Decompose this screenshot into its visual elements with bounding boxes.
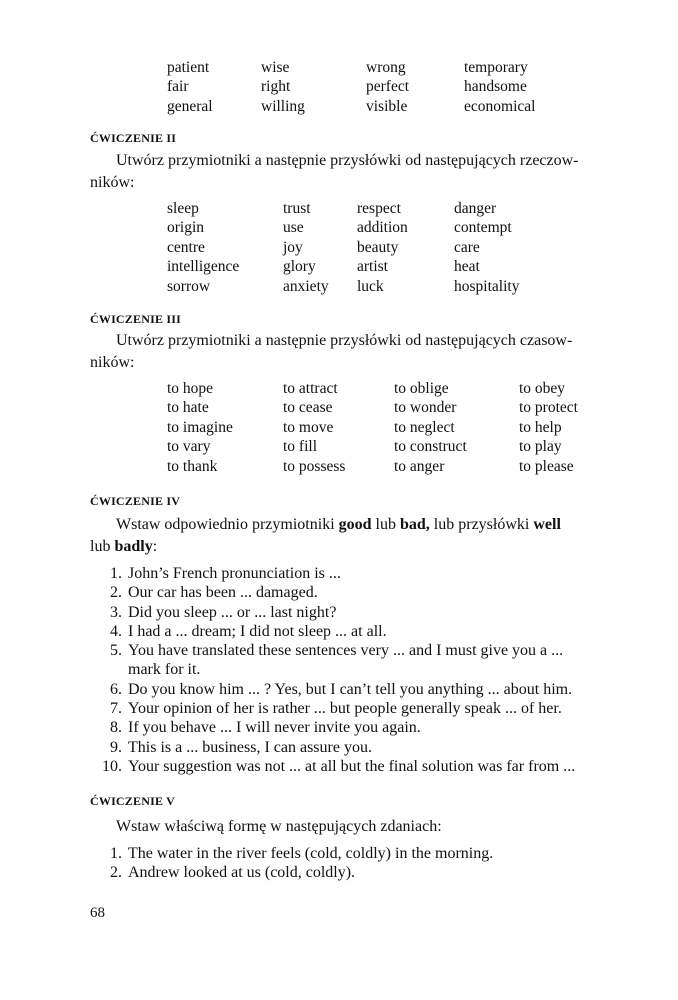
word-cell: sleep <box>167 200 199 217</box>
list-item <box>96 564 638 583</box>
word-cell: care <box>454 238 480 256</box>
list-item <box>96 738 638 757</box>
word-cell: origin <box>167 219 205 237</box>
word-row <box>167 457 619 476</box>
word-cell: to wonder <box>394 399 457 417</box>
word-cell: to vary <box>167 438 211 456</box>
list-item <box>96 660 638 679</box>
word-cell: to thank <box>167 457 218 475</box>
item-text: You have translated these sentences very ... and I must give you a ... <box>128 642 564 660</box>
word-cell: to please <box>519 457 574 475</box>
word-cell: visible <box>366 97 408 115</box>
word-cell: glory <box>283 258 316 276</box>
word-cell: patient <box>167 59 210 76</box>
exercise-2-word-list <box>167 199 564 296</box>
exercise-3-word-list <box>167 379 619 476</box>
instruction-line: ników: <box>90 174 135 191</box>
keyword-badly: badly <box>114 538 153 555</box>
word-cell: to anger <box>394 457 445 475</box>
item-number: 9. <box>110 738 122 756</box>
instruction-text: lub <box>371 516 400 533</box>
word-cell: to move <box>283 418 334 436</box>
exercise-3-heading: ĆWICZENIE III <box>90 312 181 326</box>
instruction-text: lub przysłówki <box>429 516 534 533</box>
word-cell: wise <box>261 59 290 76</box>
exercise-5-instruction <box>90 816 636 838</box>
instruction-line: Utwórz przymiotniki a następnie przysłówki od następujących rzeczow- <box>116 152 579 169</box>
list-item <box>96 583 638 602</box>
top-word-list <box>167 58 574 116</box>
item-number: 7. <box>110 700 122 718</box>
word-cell: use <box>283 219 304 237</box>
word-cell: to neglect <box>394 418 455 436</box>
item-text: Your opinion of her is rather ... but people generally speak ... of her. <box>128 700 562 718</box>
item-text: The water in the river feels (cold, coldly) in the morning. <box>128 845 494 862</box>
word-cell: contempt <box>454 219 512 237</box>
word-cell: to possess <box>283 457 346 475</box>
word-cell: to protect <box>519 399 578 417</box>
word-cell: to cease <box>283 399 333 417</box>
word-cell: anxiety <box>283 277 329 295</box>
word-cell: respect <box>357 200 401 217</box>
item-number: 5. <box>110 642 122 660</box>
word-row <box>167 418 619 437</box>
word-cell: general <box>167 97 213 115</box>
exercise-4-instruction <box>90 514 636 558</box>
word-cell: centre <box>167 238 205 256</box>
exercise-4-heading: ĆWICZENIE IV <box>90 494 181 508</box>
list-item <box>96 641 638 660</box>
word-row <box>167 379 619 398</box>
word-cell: wrong <box>366 59 406 76</box>
item-text: Our car has been ... damaged. <box>128 584 318 602</box>
word-cell: danger <box>454 200 497 217</box>
word-cell: to oblige <box>394 380 449 397</box>
word-cell: sorrow <box>167 277 211 295</box>
item-text: This is a ... business, I can assure you. <box>128 738 372 756</box>
item-text: Do you know him ... ? Yes, but I can’t tell you anything ... about him. <box>128 680 573 698</box>
item-number: 8. <box>110 719 122 737</box>
word-row <box>167 277 564 296</box>
item-number <box>96 660 128 679</box>
instruction-line: ników: <box>90 354 135 371</box>
word-cell: to attract <box>283 380 338 397</box>
exercise-4-sentences <box>96 564 638 776</box>
item-text: If you behave ... I will never invite you again. <box>128 719 421 737</box>
item-number: 3. <box>110 603 122 621</box>
item-number: 1. <box>110 565 122 582</box>
word-cell: temporary <box>464 59 528 76</box>
item-number: 4. <box>110 622 122 640</box>
item-number: 10. <box>102 757 122 775</box>
word-cell: to fill <box>283 438 318 456</box>
item-text: Andrew looked at us (cold, coldly). <box>128 864 356 882</box>
word-row <box>167 257 564 276</box>
list-item <box>96 863 638 882</box>
word-cell: willing <box>261 97 305 115</box>
item-number: 6. <box>110 680 122 698</box>
exercise-2-heading: ĆWICZENIE II <box>90 131 177 145</box>
exercise-2-instruction <box>90 150 636 194</box>
instruction-text: Wstaw właściwą formę w następujących zdaniach: <box>116 818 442 835</box>
word-cell: to imagine <box>167 418 233 436</box>
item-text: Did you sleep ... or ... last night? <box>128 603 337 621</box>
word-row <box>167 199 564 218</box>
word-row <box>167 218 564 237</box>
word-row <box>167 398 619 417</box>
item-text: Your suggestion was not ... at all but the final solution was far from ... <box>128 757 576 775</box>
item-number: 1. <box>110 845 122 862</box>
exercise-5-sentences <box>96 844 638 883</box>
exercise-3-instruction <box>90 330 636 374</box>
list-item <box>96 757 638 776</box>
list-item <box>96 680 638 699</box>
word-cell: to help <box>519 418 562 436</box>
word-cell: artist <box>357 258 388 276</box>
word-row <box>167 97 574 116</box>
list-item <box>96 844 638 863</box>
item-text: John’s French pronunciation is ... <box>128 565 341 582</box>
instruction-line: Utwórz przymiotniki a następnie przysłówki od następujących czasow- <box>116 332 573 349</box>
word-cell: right <box>261 78 291 96</box>
item-number: 2. <box>110 864 122 882</box>
word-cell: trust <box>283 200 311 217</box>
word-cell: to hope <box>167 380 214 397</box>
keyword-well: well <box>533 516 561 533</box>
word-cell: joy <box>283 238 303 256</box>
page-number: 68 <box>90 905 105 921</box>
instruction-text: lub <box>90 538 115 555</box>
word-cell: to obey <box>519 380 566 397</box>
list-item <box>96 699 638 718</box>
word-cell: economical <box>464 97 536 115</box>
list-item <box>96 718 638 737</box>
item-number: 2. <box>110 584 122 602</box>
keyword-good: good <box>338 516 372 533</box>
list-item <box>96 622 638 641</box>
word-cell: luck <box>357 277 384 295</box>
word-cell: hospitality <box>454 277 520 295</box>
list-item <box>96 603 638 622</box>
word-row <box>167 238 564 257</box>
word-cell: to play <box>519 438 562 456</box>
word-row <box>167 437 619 456</box>
instruction-text: Wstaw odpowiednio przymiotniki <box>116 516 339 533</box>
word-cell: fair <box>167 78 189 96</box>
word-cell: handsome <box>464 78 527 96</box>
word-cell: intelligence <box>167 258 240 276</box>
word-cell: to hate <box>167 399 209 417</box>
exercise-5-heading: ĆWICZENIE V <box>90 794 175 808</box>
word-row <box>167 77 574 96</box>
item-text: mark for it. <box>128 661 201 679</box>
word-row <box>167 58 574 77</box>
item-text: I had a ... dream; I did not sleep ... at all. <box>128 622 387 640</box>
instruction-text: : <box>152 538 158 555</box>
word-cell: addition <box>357 219 408 237</box>
word-cell: perfect <box>366 78 410 96</box>
word-cell: beauty <box>357 238 399 256</box>
word-cell: to construct <box>394 438 467 456</box>
word-cell: heat <box>454 258 480 276</box>
keyword-bad: bad, <box>400 516 430 533</box>
